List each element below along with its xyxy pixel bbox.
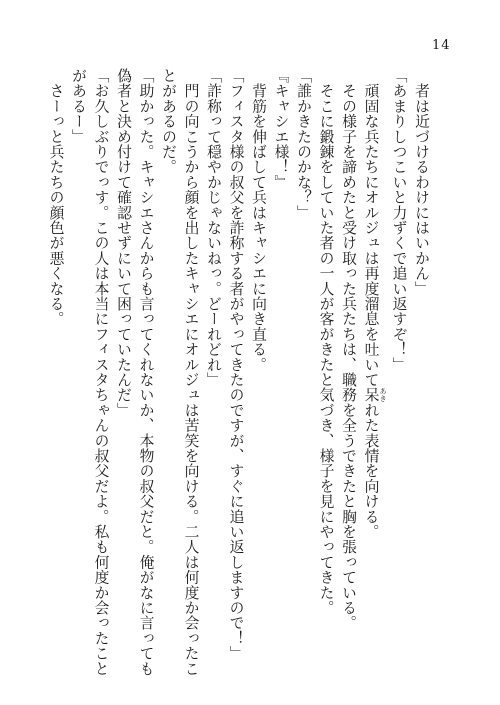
text-line: があるー」	[70, 68, 87, 144]
text-line: 者は近づけるわけにはいかん」	[413, 68, 430, 296]
text-line: 「あまりしつこいと力ずくで追い返すぞ！」	[390, 68, 408, 372]
text-line: 頑固な兵たちにオルジュは再度溜息を吐いて呆 あきれた表情を向ける。	[362, 68, 387, 540]
text-line: 「詐称って穏やかじゃないねっ。どーれどれ」	[205, 68, 222, 388]
text-line: 背筋を伸ばして兵はキャシエに向き直る。	[250, 68, 267, 372]
body-text	[44, 68, 432, 680]
text-line: 「お久しぶりでっす。この人は本当にフィスタちゃんの叔父だよ。私も何度か会ったこと	[92, 68, 110, 676]
page-number: 14	[432, 38, 451, 53]
text-line: 門の向こうから顔を出したキャシエにオルジュは苦笑を向ける。二人は何度か会ったこ	[182, 68, 200, 676]
ruby-reading: あき	[379, 387, 387, 403]
text-line: 「助かった。キャシエさんからも言ってくれないか、本物の叔父だと。俺がなに言っても	[137, 68, 155, 676]
ruby-annotation: 呆 あき	[362, 387, 387, 403]
text-line: そこに鍛錬をしていた者の一人が客がきたと気づき、様子を見にやってきた。	[317, 68, 335, 616]
text-line: 「誰かきたのかな？」	[295, 68, 312, 220]
text-line: 偽者と決め付けて確認せずにいて困っていたんだ」	[115, 68, 132, 418]
text-line: さーっと兵たちの顔色が悪くなる。	[47, 68, 65, 327]
text-line: とがあるのだ。	[160, 68, 177, 175]
text-line: その様子を諦めたと受け取った兵たちは、職務を全うできたと胸を張っている。	[340, 68, 357, 631]
text-line: 『キャシエ様！』	[272, 68, 290, 190]
text-line: 「フィスタ様の叔父を詐称する者がやってきたのですが、すぐに追い返しますので！」	[227, 68, 245, 661]
